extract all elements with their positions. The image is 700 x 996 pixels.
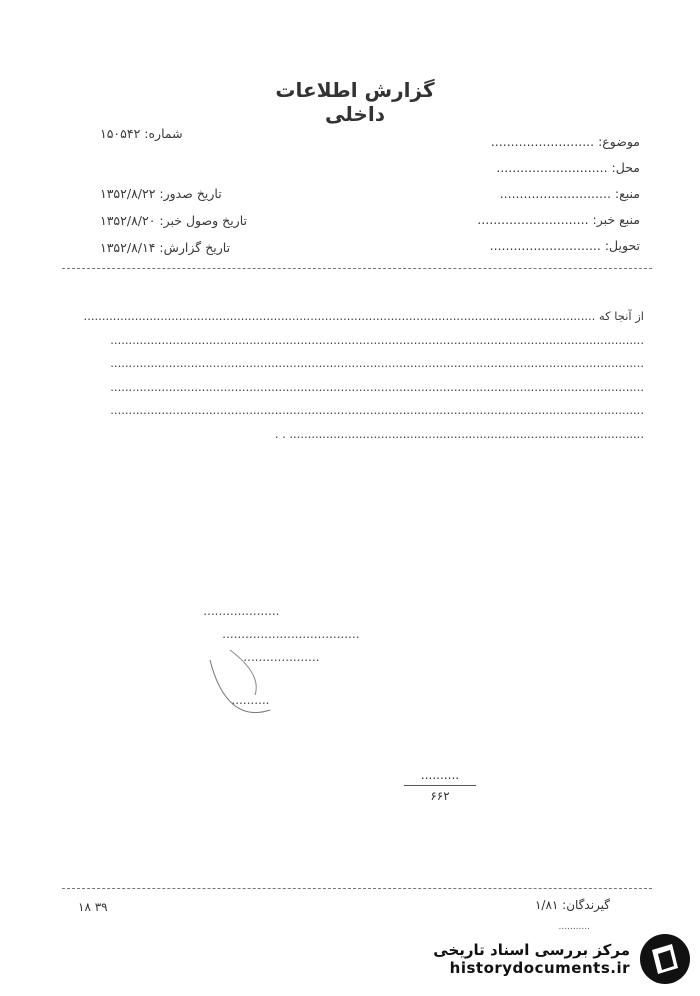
report-date: تاریخ گزارش: ۱۳۵۲/۸/۱۴ [100,240,231,255]
signature-stamp [400,768,480,803]
report-title: گزارش اطلاعات داخلی [275,78,435,126]
body-line: .................................................................................................................................................. [110,332,644,347]
subject-field: موضوع: .......................... [490,134,640,149]
header-divider [62,268,652,269]
note-line: .................................... [222,627,360,641]
place-field: محل: ............................ [496,160,640,175]
archive-code: ۱۸ ۳۹ [78,900,108,914]
body-line: .................................................................................................................................................. [110,403,644,417]
delivered-field: تحویل: ............................ [489,238,640,253]
footer-divider [62,888,652,889]
stamp-top: .......... [420,768,460,782]
archive-logo-icon [638,932,692,986]
note-line: .................... [243,650,320,664]
body-line: ................................................................................................. . . [274,426,644,441]
report-body [62,305,644,446]
body-line: از آنجا که ............................................................................................................................................ [83,309,644,323]
news-received-date: تاریخ وصول خبر: ۱۳۵۲/۸/۲۰ [100,213,248,228]
source-field: منبع: ............................ [499,186,640,201]
body-line: .................................................................................................................................................. [110,356,644,370]
watermark-text [433,941,630,977]
report-number: شماره: ۱۵۰۵۴۲ [100,126,183,141]
note-line: .................... [203,604,280,618]
body-line: .................................................................................................................................................. [110,379,644,394]
watermark [412,928,692,990]
stamp-bottom: ۶۶۲ [430,789,450,803]
note-line: .......... [231,693,270,707]
handwriting-scribble-icon [200,640,320,730]
recipients-label: گیرندگان: ۱/۸۱ [534,898,610,912]
issue-date: تاریخ صدور: ۱۳۵۲/۸/۲۲ [100,186,222,201]
watermark-fa: مرکز بررسی اسناد تاریخی [433,941,630,959]
recipients-sub: ........... [558,922,590,932]
informer-field: منبع خبر: ............................ [477,212,640,227]
stamp-line [404,785,476,786]
watermark-en: historydocuments.ir [449,959,630,977]
